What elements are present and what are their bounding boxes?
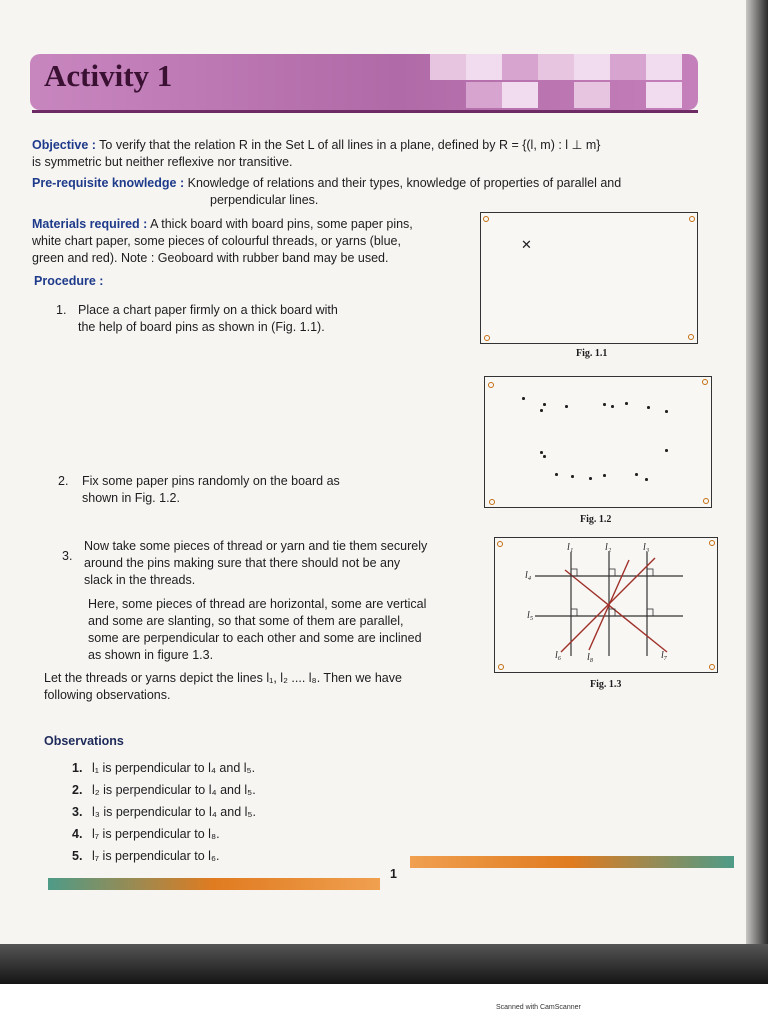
objective-label: Objective : (32, 138, 96, 152)
explanation-paragraph (88, 596, 488, 664)
obs-2-text: l₂ is perpendicular to l₄ and l₅. (92, 783, 256, 797)
objective-text: To verify that the relation R in the Set L of all lines in a plane, defined by R = {(l, m) : l ⊥ m} (99, 138, 601, 152)
step-3-line2: around the pins making sure that there should not be any (84, 556, 401, 570)
obs-4-number: 4. (72, 827, 83, 841)
obs-2-number: 2. (72, 783, 83, 797)
label-l1: l₁ (567, 542, 574, 553)
obs-3-text: l₃ is perpendicular to l₄ and l₅. (92, 805, 256, 819)
para-line1: Here, some pieces of thread are horizontal, some are vertical (88, 597, 427, 611)
obs-4-text: l₇ is perpendicular to l₈. (92, 827, 220, 841)
step-2 (82, 473, 412, 507)
step-2-number: 2. (58, 474, 69, 488)
obs-5-text: l₇ is perpendicular to l₆. (92, 849, 220, 863)
para-line3: some are perpendicular to each other and some are inclined (88, 631, 422, 645)
figure-1-2-caption: Fig. 1.2 (580, 514, 612, 525)
para-line2: and some are slanting, so that some of them are parallel, (88, 614, 404, 628)
footer-bar-right (410, 856, 734, 868)
observations-label: Observations (44, 734, 124, 748)
scan-footer-area (0, 984, 768, 1024)
label-l3: l₃ (643, 542, 650, 553)
step-2-line2: shown in Fig. 1.2. (82, 491, 180, 505)
page-number: 1 (390, 867, 397, 881)
step-1-line1: Place a chart paper firmly on a thick board with (78, 303, 338, 317)
prereq-label: Pre-requisite knowledge : (32, 176, 185, 190)
step-3-number: 3. (62, 549, 73, 563)
figure-1-1-caption: Fig. 1.1 (576, 348, 608, 359)
scan-shadow-right (746, 0, 768, 972)
obs-3-number: 3. (72, 805, 83, 819)
figure-1-3-caption: Fig. 1.3 (590, 679, 622, 690)
obs-1-number: 1. (72, 761, 83, 775)
step-3 (84, 538, 484, 589)
label-l4: l₄ (525, 570, 532, 581)
step-2-line1: Fix some paper pins randomly on the board as (82, 474, 340, 488)
materials-line3: green and red). Note : Geoboard with rubber band may be used. (32, 251, 389, 265)
activity-title: Activity 1 (44, 58, 173, 93)
step-1-number: 1. (56, 303, 67, 317)
materials-label: Materials required : (32, 217, 148, 231)
obs-1-text: l₁ is perpendicular to l₄ and l₅. (92, 761, 256, 775)
materials-block (32, 216, 472, 267)
step-1-line2: the help of board pins as shown in (Fig. 1.1). (78, 320, 325, 334)
scan-credit: Scanned with CamScanner (496, 1004, 581, 1011)
label-l8: l₈ (587, 652, 594, 663)
banner-underline (32, 110, 698, 113)
prereq-block (32, 175, 712, 192)
obs-5-number: 5. (72, 849, 83, 863)
label-l2: l₂ (605, 542, 612, 553)
paper-pin-icon: ✕ (521, 237, 532, 252)
let-line2: following observations. (44, 688, 171, 702)
thread-lines-diagram (495, 538, 717, 672)
para-line4: as shown in figure 1.3. (88, 648, 214, 662)
materials-line2: white chart paper, some pieces of colourful threads, or yarns (blue, (32, 234, 401, 248)
scan-shadow-bottom (0, 944, 768, 984)
step-3-line1: Now take some pieces of thread or yarn and tie them securely (84, 539, 428, 553)
objective-block (32, 137, 712, 171)
figure-1-3-board (494, 537, 718, 673)
label-l7: l₇ (661, 650, 668, 661)
step-1 (78, 302, 408, 336)
figure-1-2-board (484, 376, 712, 508)
procedure-label: Procedure : (34, 274, 104, 288)
objective-text-cont: is symmetric but neither reflexive nor transitive. (32, 155, 293, 169)
let-threads-paragraph (44, 670, 484, 704)
footer-bar-left (48, 878, 380, 890)
figure-1-1-board (480, 212, 698, 344)
materials-line1: A thick board with board pins, some paper pins, (150, 217, 413, 231)
label-l6: l₆ (555, 650, 562, 661)
let-line1: Let the threads or yarns depict the lines l₁, l₂ .... l₈. Then we have (44, 671, 402, 685)
prereq-text: Knowledge of relations and their types, knowledge of properties of parallel and (187, 176, 622, 190)
step-3-line3: slack in the threads. (84, 573, 196, 587)
label-l5: l₅ (527, 610, 534, 621)
prereq-text-cont: perpendicular lines. (210, 193, 319, 207)
